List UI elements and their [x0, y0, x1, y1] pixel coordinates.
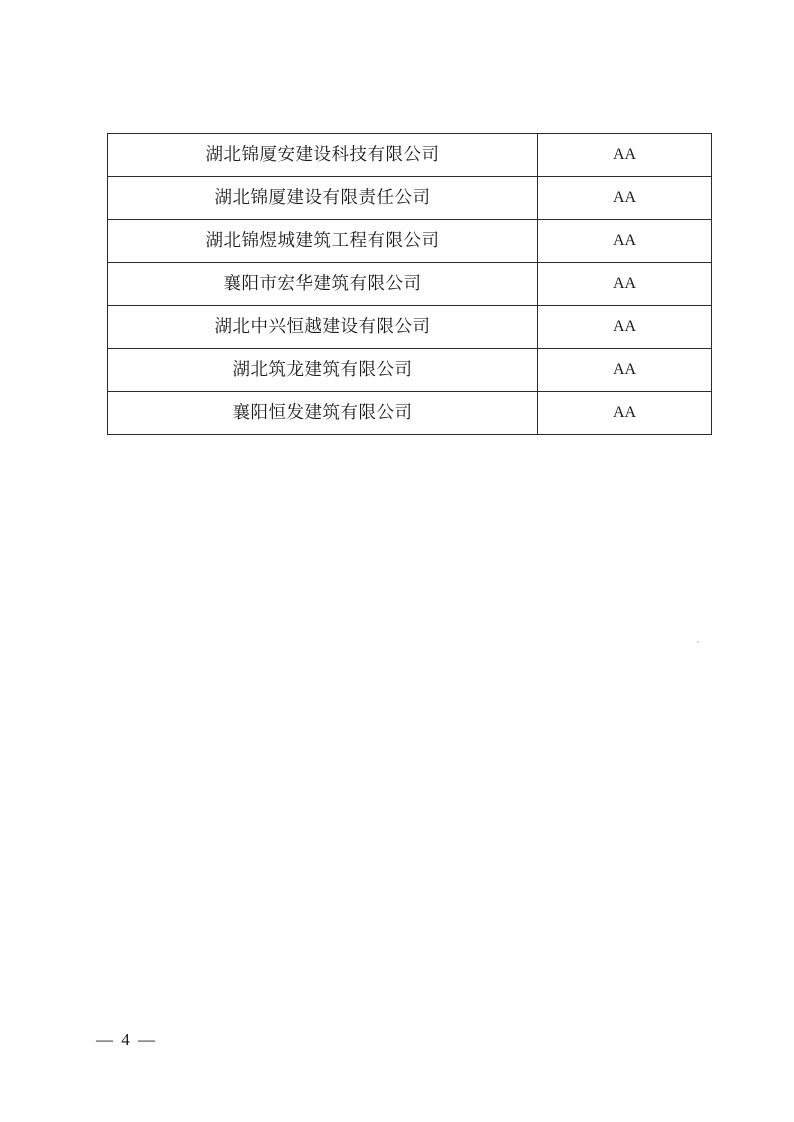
company-name-cell: 湖北锦厦建设有限责任公司	[108, 177, 538, 220]
company-name-cell: 襄阳恒发建筑有限公司	[108, 392, 538, 435]
company-name-cell: 湖北锦煜城建筑工程有限公司	[108, 220, 538, 263]
company-grade-table	[107, 133, 712, 435]
company-name-cell: 湖北锦厦安建设科技有限公司	[108, 134, 538, 177]
company-name-cell: 湖北中兴恒越建设有限公司	[108, 306, 538, 349]
table-row	[108, 392, 712, 435]
page-number: — 4 —	[96, 1030, 157, 1049]
table-row	[108, 349, 712, 392]
table-body	[108, 134, 712, 435]
table-row	[108, 263, 712, 306]
scan-speck	[697, 641, 699, 643]
company-grade-cell: AA	[538, 263, 712, 306]
company-grade-cell: AA	[538, 134, 712, 177]
company-grade-cell: AA	[538, 177, 712, 220]
company-grade-cell: AA	[538, 349, 712, 392]
table-row	[108, 134, 712, 177]
company-name-cell: 湖北筑龙建筑有限公司	[108, 349, 538, 392]
table-row	[108, 177, 712, 220]
company-grade-cell: AA	[538, 220, 712, 263]
company-name-cell: 襄阳市宏华建筑有限公司	[108, 263, 538, 306]
table-row	[108, 306, 712, 349]
company-grade-cell: AA	[538, 392, 712, 435]
table-row	[108, 220, 712, 263]
company-grade-cell: AA	[538, 306, 712, 349]
